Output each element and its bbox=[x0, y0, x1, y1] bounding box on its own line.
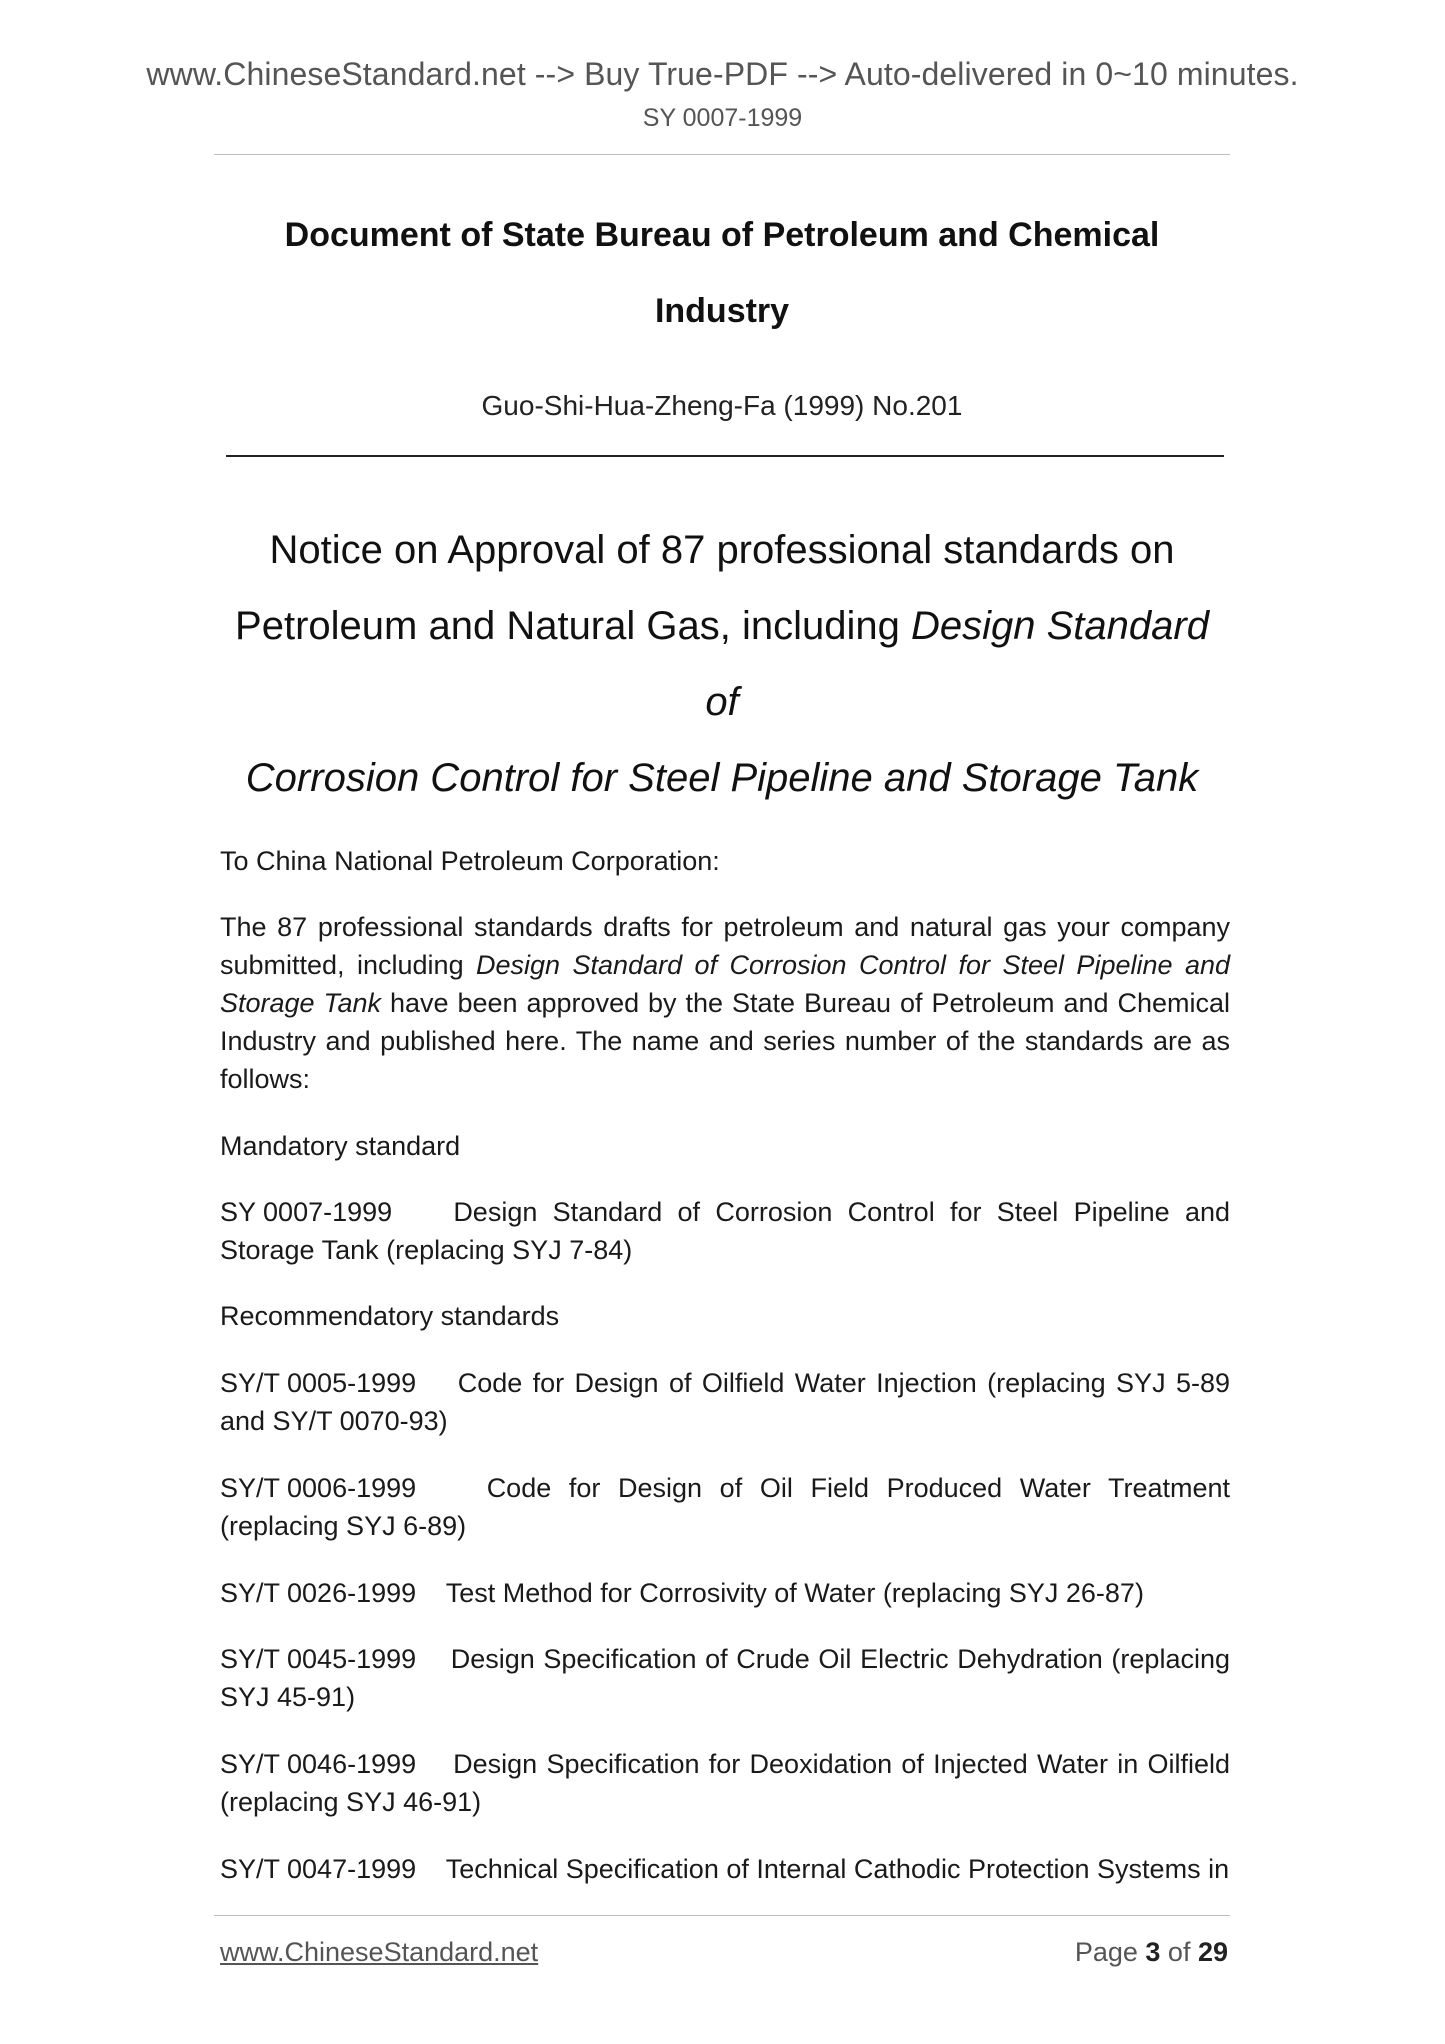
document-title-line-1: Document of State Bureau of Petroleum and Chemical bbox=[284, 216, 1160, 254]
standard-entry bbox=[220, 1574, 1230, 1612]
standard-code: SY/T 0026-1999 bbox=[220, 1578, 417, 1608]
intro-paragraph bbox=[220, 908, 1230, 1098]
notice-title-line-3 bbox=[214, 740, 1230, 816]
footer-divider bbox=[214, 1915, 1230, 1916]
standard-code: SY/T 0006-1999 bbox=[220, 1473, 417, 1503]
page-word: Page bbox=[1074, 1937, 1146, 1967]
salutation: To China National Petroleum Corporation: bbox=[220, 846, 720, 876]
page-total: 29 bbox=[1197, 1937, 1228, 1967]
intro-italic-title: Design Standard of Corrosion Control for Steel Pipeline and Storage Tank bbox=[220, 950, 1230, 1018]
header-promo-line[interactable]: www.ChineseStandard.net --> Buy True-PDF --> Auto-delivered in 0~10 minutes. bbox=[146, 56, 1299, 92]
notice-title-line-2-italic: Design Standard of bbox=[705, 604, 1209, 724]
notice-title-line-2-plain: Petroleum and Natural Gas, including bbox=[235, 604, 911, 648]
standard-entry bbox=[220, 1745, 1230, 1821]
page-current: 3 bbox=[1145, 1937, 1161, 1967]
standard-code: SY 0007-1999 bbox=[220, 1197, 393, 1227]
intro-text-1: The 87 professional standards drafts for petroleum and natural gas your company submitted, including bbox=[220, 912, 1230, 980]
standard-title: Design Specification of Crude Oil Electric Dehydration (replacing SYJ 45-91) bbox=[220, 1644, 1230, 1712]
standard-title: Test Method for Corrosivity of Water (replacing SYJ 26-87) bbox=[445, 1578, 1144, 1608]
standard-code: SY/T 0045-1999 bbox=[220, 1644, 417, 1674]
mandatory-heading: Mandatory standard bbox=[220, 1131, 461, 1161]
standard-title: Design Specification for Deoxidation of Injected Water in Oilfield (replacing SYJ 46-91) bbox=[220, 1749, 1230, 1817]
standard-title: Code for Design of Oilfield Water Injection (replacing SYJ 5-89 and SY/T 0070-93) bbox=[220, 1368, 1230, 1436]
notice-title bbox=[214, 512, 1230, 816]
footer-site-link[interactable]: www.ChineseStandard.net bbox=[220, 1937, 539, 1967]
recommendatory-heading: Recommendatory standards bbox=[220, 1301, 560, 1331]
document-number-divider bbox=[226, 455, 1224, 457]
notice-title-line-1: Notice on Approval of 87 professional standards on bbox=[269, 528, 1175, 572]
header-standard-code: SY 0007-1999 bbox=[642, 104, 803, 132]
standard-code: SY/T 0005-1999 bbox=[220, 1368, 417, 1398]
document-title-line-2: Industry bbox=[654, 292, 790, 330]
standard-entry bbox=[220, 1850, 1230, 1888]
page-indicator bbox=[1075, 1937, 1228, 1968]
standard-entry bbox=[220, 1364, 1230, 1440]
standard-code: SY/T 0047-1999 bbox=[220, 1854, 417, 1884]
intro-text-2: have been approved by the State Bureau of Petroleum and Chemical Industry and published here. The name and series number of the standards are as follows: bbox=[220, 988, 1230, 1094]
standard-title: Technical Specification of Internal Cathodic Protection Systems in bbox=[445, 1854, 1230, 1884]
document-number: Guo-Shi-Hua-Zheng-Fa (1999) No.201 bbox=[481, 390, 963, 421]
standard-entry bbox=[220, 1469, 1230, 1545]
page-of: of bbox=[1160, 1937, 1198, 1967]
header-divider bbox=[214, 154, 1230, 155]
standard-title: Code for Design of Oil Field Produced Water Treatment (replacing SYJ 6-89) bbox=[220, 1473, 1230, 1541]
standard-code: SY/T 0046-1999 bbox=[220, 1749, 417, 1779]
standard-title: Design Standard of Corrosion Control for Steel Pipeline and Storage Tank (replacing SYJ 7-84) bbox=[220, 1197, 1230, 1265]
standard-entry bbox=[220, 1640, 1230, 1716]
notice-title-line-2 bbox=[214, 588, 1230, 740]
notice-title-line-3-italic: Corrosion Control for Steel Pipeline and Storage Tank bbox=[245, 756, 1199, 800]
standard-entry bbox=[220, 1193, 1230, 1269]
